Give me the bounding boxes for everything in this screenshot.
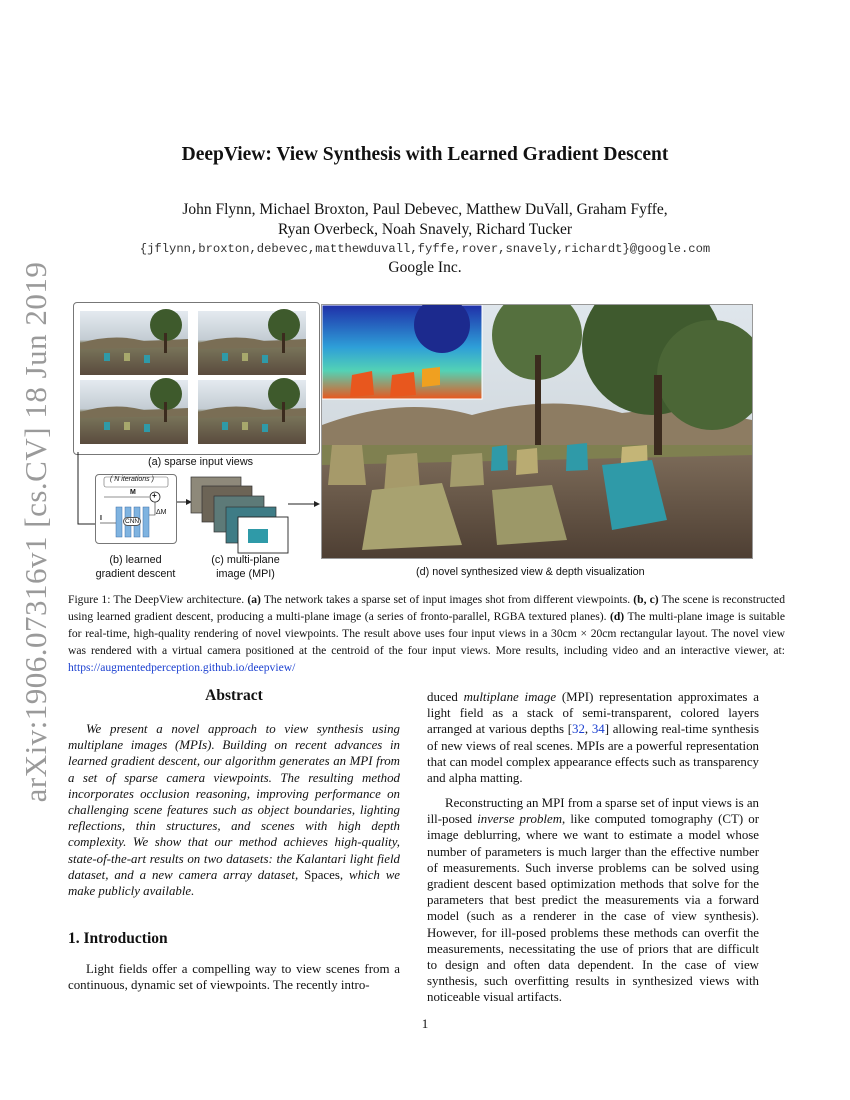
label-b-line-1: (b) learned — [109, 554, 162, 566]
i-label: I — [100, 515, 102, 522]
plus-label: + — [152, 491, 157, 500]
label-a: (a) sparse input views — [148, 456, 254, 468]
rp1-a: duced — [427, 690, 464, 704]
label-c — [193, 553, 298, 581]
project-link[interactable]: https://augmentedperception.github.io/deepview/ — [68, 661, 296, 674]
abstract-text: We present a novel approach to view synthesis using multiplane images (MPIs). Building on recent advances in learned gradient descent, our algorithm generates an MPI from a set of sparse camera viewpoints. The resulting method incorporates occlusion reasoning, improving performance on challenging scene features such as object boundaries, lighting reflections, thin structures, and scenes with high depth complexity. We show that our method achieves high-quality, state-of-the-art results on two datasets: the Kalantari light field dataset, and a new camera array dataset, — [68, 722, 400, 882]
rp2-em: inverse problem — [477, 812, 563, 827]
novel-view-scene — [322, 305, 752, 558]
caption-text-d: The multi-plane image is suitable for real-time, high-quality rendering of novel viewpoints. The result above uses four input views in a 30cm × 20cm rectangular layout. The novel view was rendered with a virtual camera positioned at the centroid of the four input views. More results, including video and an interactive viewer, at: — [68, 610, 785, 657]
caption-tag-d: (d) — [610, 610, 625, 623]
rp1-c: ] allowing real-time synthesis of new views of real scenes. MPIs are a powerful representation that can model complex appearance effects such as transparency and alpha matting. — [427, 722, 759, 786]
rp2-a: Reconstructing an MPI from a sparse set of input views is an ill-posed — [427, 796, 759, 827]
abstract-spaces: Spaces — [304, 867, 340, 882]
caption-tag-a: (a) — [247, 593, 261, 606]
paper-title: DeepView: View Synthesis with Learned Gradient Descent — [181, 144, 669, 165]
right-paragraph-1 — [427, 689, 759, 786]
intro-heading: 1. Introduction — [68, 930, 168, 947]
label-b-line-2: gradient descent — [95, 568, 176, 580]
caption-text-a: The network takes a sparse set of input images shot from different viewpoints. — [260, 593, 634, 606]
citation-32[interactable]: 32 — [572, 722, 585, 737]
input-view-1 — [80, 309, 188, 375]
right-paragraph-2 — [427, 795, 759, 1006]
input-view-4 — [198, 378, 306, 444]
rp1-em: multiplane image — [463, 690, 557, 704]
caption-text-bc: The scene is reconstructed using learned gradient descent, producing a multi-plane image (a series of fronto-parallel, RGBA textured planes). — [68, 593, 785, 623]
mn-label: M — [130, 489, 136, 496]
author-emails: {jflynn,broxton,debevec,matthewduvall,fyffe,rover,snavely,richardt}@google.com — [139, 242, 711, 256]
label-b — [83, 553, 188, 581]
abstract-heading: Abstract — [205, 687, 263, 704]
input-views-grid — [74, 303, 319, 454]
delta-mn-label: ΔM — [156, 509, 167, 516]
input-view-3 — [80, 378, 188, 444]
authors-line-1: John Flynn, Michael Broxton, Paul Debevec, Matthew DuVall, Graham Fyffe, — [182, 201, 668, 218]
novel-view-photo — [321, 304, 753, 559]
cnn-label: CNN — [125, 518, 140, 525]
affiliation: Google Inc. — [388, 259, 462, 276]
arxiv-identifier: arXiv:1906.07316v1 [cs.CV] 18 Jun 2019 — [18, 261, 53, 803]
rp1-b: (MPI) representation approximates a light field as a stack of semi-transparent, colored layers arranged at various depths [ — [427, 690, 759, 737]
figure-caption — [68, 591, 785, 676]
input-view-2 — [198, 309, 306, 375]
rp2-b: , like computed tomography (CT) or image deblurring, where we want to estimate a model whose number of parameters is much larger than the effective number of measurements. Such inverse problems can be solved using gradient descent based optimization methods that solve for the parameters that best predict the measurements via a forward model (such as a renderer in the case of view synthesis). However, for ill-posed problems these methods can overfit the measurements, necessitating the use of priors that are difficult to design and often data dependent. In the case of view synthesis, such overfitting results in synthesized views with noticeable visual artifacts. — [427, 812, 759, 1005]
rp1-comma: , — [584, 722, 592, 737]
caption-tag-bc: (b, c) — [633, 593, 659, 606]
label-c-line-1: (c) multi-plane — [211, 554, 280, 566]
gradient-descent-box — [95, 474, 177, 544]
mpi-stack — [188, 475, 293, 555]
figure-1 — [68, 302, 784, 584]
abstract-body — [68, 721, 400, 899]
iterations-label: ( N iterations ) — [110, 476, 154, 483]
citation-34[interactable]: 34 — [591, 722, 605, 737]
label-d: (d) novel synthesized view & depth visualization — [416, 566, 645, 578]
page-number: 1 — [421, 1016, 429, 1031]
abstract-tail: , which we make publicly available. — [68, 867, 401, 899]
input-views-panel — [73, 302, 320, 455]
intro-body: Light fields offer a compelling way to view scenes from a continuous, dynamic set of viewpoints. The recently intro- — [68, 962, 400, 993]
label-c-line-2: image (MPI) — [216, 568, 275, 580]
caption-lead: Figure 1: The DeepView architecture. — [68, 593, 248, 606]
authors-line-2: Ryan Overbeck, Noah Snavely, Richard Tucker — [277, 221, 573, 238]
